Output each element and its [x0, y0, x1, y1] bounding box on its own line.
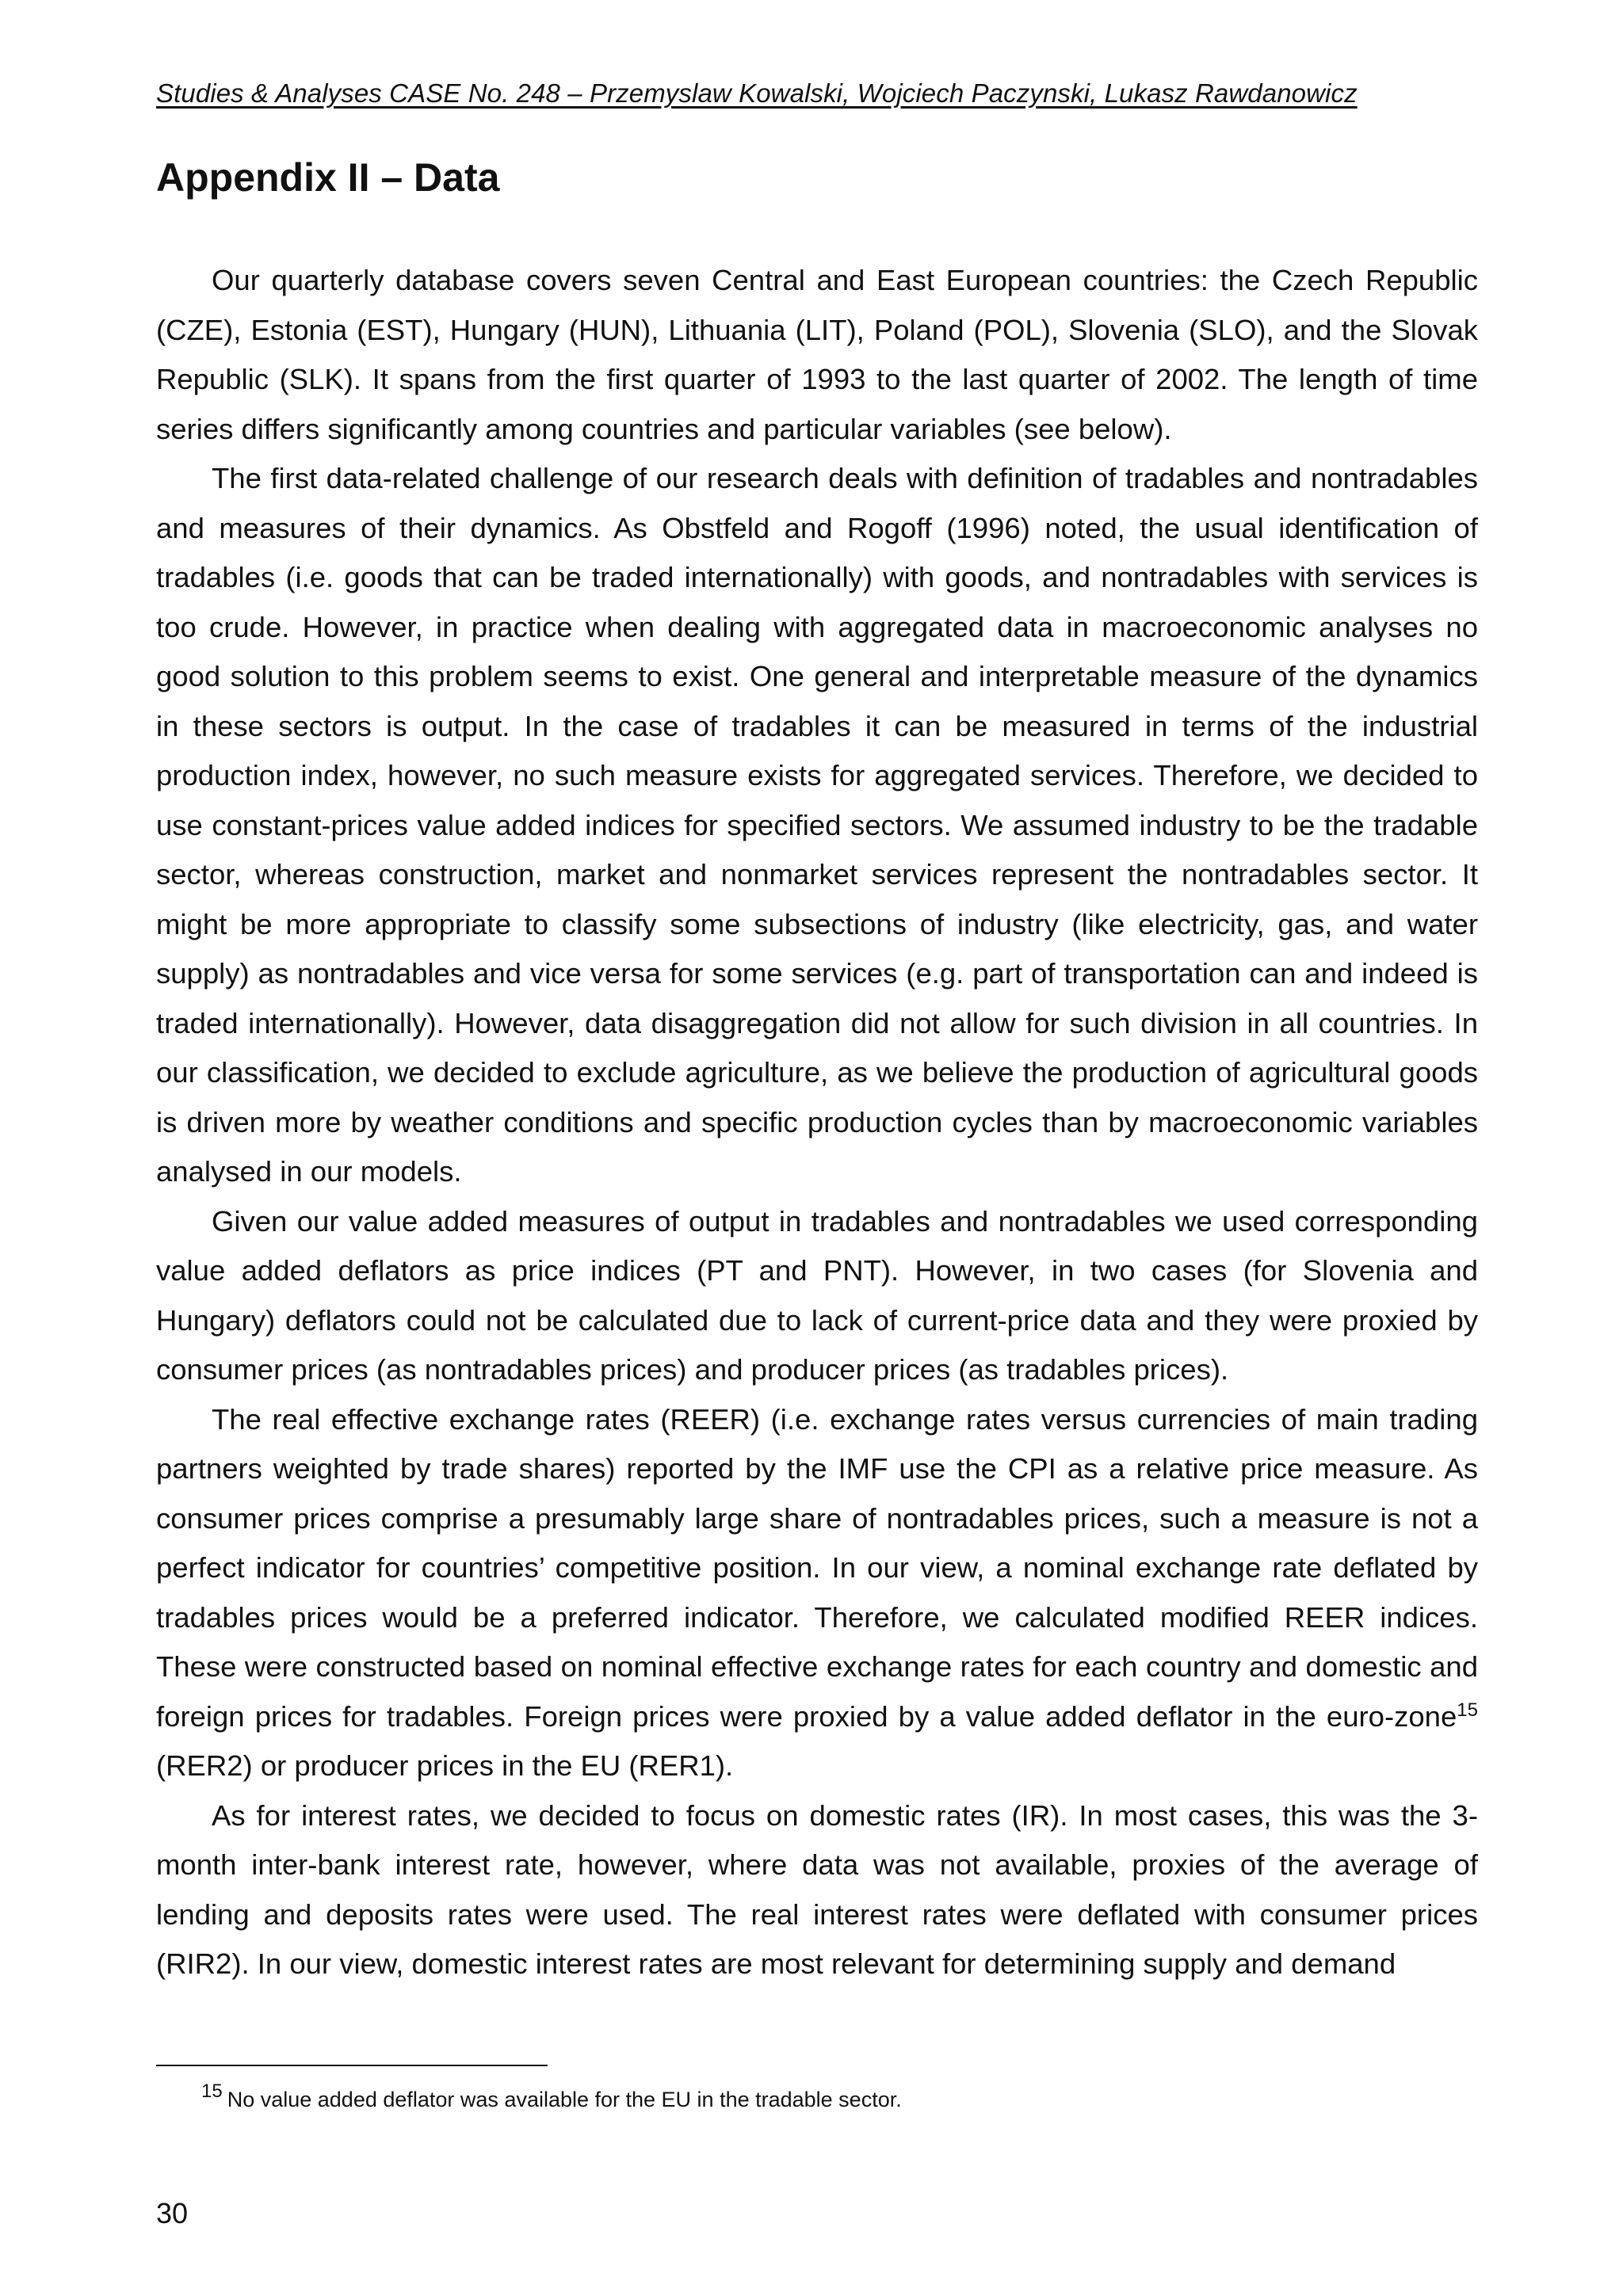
body-text	[156, 256, 1478, 1989]
footnote-text: No value added deflator was available for the EU in the tradable sector.	[227, 2088, 902, 2111]
paragraph-exchange-rates-text: The real effective exchange rates (REER) (i.e. exchange rates versus currencies of main trading partners weighted by trade shares) reported by the IMF use the CPI as a relative price measure. As consumer prices comprise a presumably large share of nontradables prices, such a measure is not a perfect indicator for countries’ competitive position. In our view, a nominal exchange rate deflated by tradables prices would be a preferred indicator. Therefore, we calculated modified REER indices. These were constructed based on nominal effective exchange rates for each country and domestic and foreign prices for tradables. Foreign prices were proxied by a value added deflator in the euro-zone	[156, 1402, 1478, 1733]
paragraph-tradables: The first data-related challenge of our research deals with definition of tradables and nontradables and measures of their dynamics. As Obstfeld and Rogoff (1996) noted, the usual identification of tradables (i.e. goods that can be traded internationally) with goods, and nontradables with services is too crude. However, in practice when dealing with aggregated data in macroeconomic analyses no good solution to this problem seems to exist. One general and interpretable measure of the dynamics in these sectors is output. In the case of tradables it can be measured in terms of the industrial production index, however, no such measure exists for aggregated services. Therefore, we decided to use constant-prices value added indices for specified sectors. We assumed industry to be the tradable sector, whereas construction, market and nonmarket services represent the nontradables sector. It might be more appropriate to classify some subsections of industry (like electricity, gas, and water supply) as nontradables and vice versa for some services (e.g. part of transportation can and indeed is traded internationally). However, data disaggregation did not allow for such division in all countries. In our classification, we decided to exclude agriculture, as we believe the production of agricultural goods is driven more by weather conditions and specific production cycles than by macroeconomic variables analysed in our models.	[156, 462, 1478, 1188]
page-number: 30	[156, 2197, 189, 2229]
footnote-reference: 15	[1457, 1699, 1478, 1721]
section-title: Appendix II – Data	[156, 155, 500, 200]
paragraph-exchange-rates-text-end: (RER2) or producer prices in the EU (RER1).	[156, 1749, 734, 1782]
paragraph-database: Our quarterly database covers seven Central and East European countries: the Czech Republic (CZE), Estonia (EST), Hungary (HUN), Lithuania (LIT), Poland (POL), Slovenia (SLO), and the Slovak Republic (SLK). It spans from the first quarter of 1993 to the last quarter of 2002. The length of time series differs significantly among countries and particular variables (see below).	[156, 264, 1478, 445]
footnote-separator	[156, 2065, 548, 2066]
running-header: Studies & Analyses CASE No. 248 – Przemyslaw Kowalski, Wojciech Paczynski, Lukasz Rawdanowicz	[156, 78, 1358, 108]
paragraph-interest-rates: As for interest rates, we decided to focus on domestic rates (IR). In most cases, this was the 3-month inter-bank interest rate, however, where data was not available, proxies of the average of lending and deposits rates were used. The real interest rates were deflated with consumer prices (RIR2). In our view, domestic interest rates are most relevant for determining supply and demand	[156, 1798, 1478, 1980]
footnote-number: 15	[201, 2081, 223, 2102]
paragraph-exchange-rates	[156, 1395, 1478, 1791]
footnote	[201, 2081, 902, 2118]
paragraph-deflators: Given our value added measures of output in tradables and nontradables we used corresponding value added deflators as price indices (PT and PNT). However, in two cases (for Slovenia and Hungary) deflators could not be calculated due to lack of current-price data and they were proxied by consumer prices (as nontradables prices) and producer prices (as tradables prices).	[156, 1204, 1478, 1386]
